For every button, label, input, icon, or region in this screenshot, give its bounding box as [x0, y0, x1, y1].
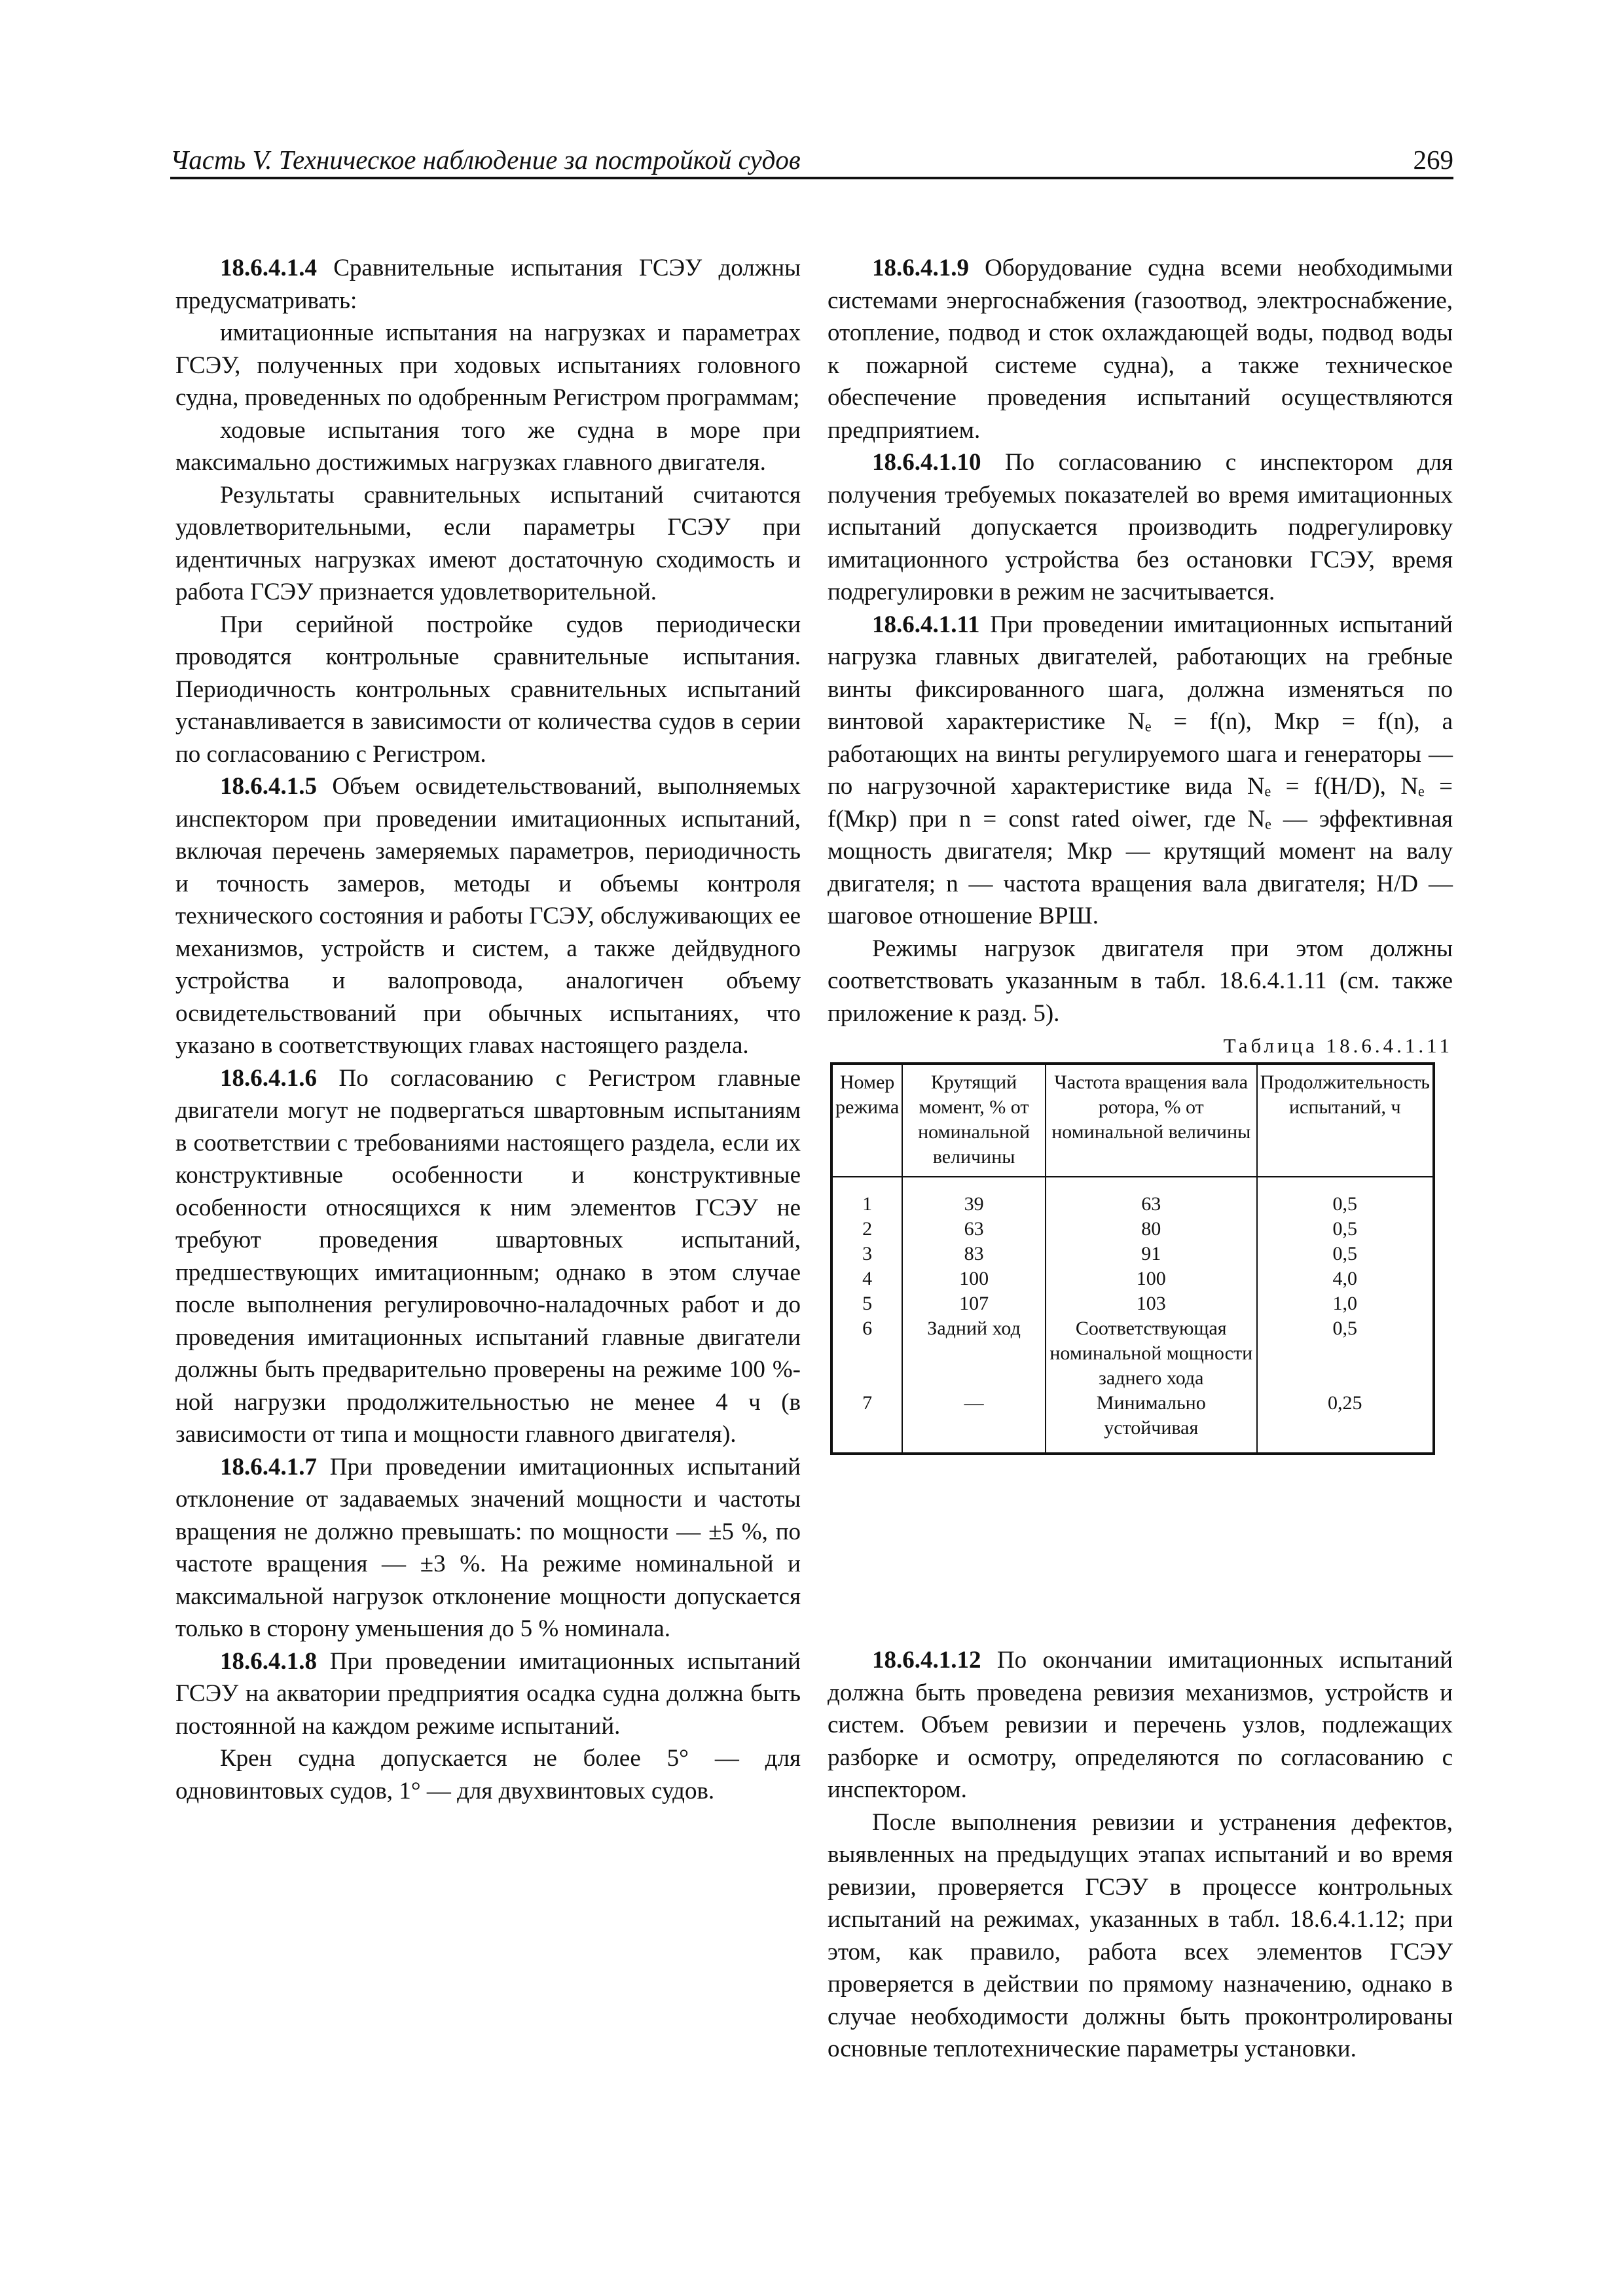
paragraph: ходовые испытания того же судна в море при максимально достижимых нагрузках главного двигателя.	[175, 416, 801, 476]
paragraph: Результаты сравнительных испытаний считаются удовлетворительными, если параметры ГСЭУ при идентичных нагрузках имеют достаточную сходимость и работа ГСЭУ признается удовлетворительной.	[175, 481, 801, 605]
header-duration: Продолжительность испытаний, ч	[1257, 1064, 1434, 1177]
page-number: 269	[1413, 145, 1453, 175]
paragraph: имитационные испытания на нагрузках и параметрах ГСЭУ, полученных при ходовых испытаниях головного судна, проведенных по одобренным Регистром программам;	[175, 319, 801, 411]
clause-number: 18.6.4.1.11	[872, 611, 980, 638]
paragraph: После выполнения ревизии и устранения дефектов, выявленных на предыдущих этапах испытаний и во время ревизии, проверяется ГСЭУ в процессе контрольных испытаний на режимах, указанных в табл. 18.6.4.1.12; при этом, как правило, работа всех элементов ГСЭУ проверяется в действии по прямому назначению, однако в случае необходимости должны быть проконтролированы основные теплотехнические параметры установки.	[828, 1808, 1453, 2062]
paragraph: 18.6.4.1.5 Объем освидетельствований, выполняемых инспектором при проведении имитационных испытаний, включая перечень замеряемых параметров, периодичность и точность замеров, методы и объемы контроля технического состояния и работы ГСЭУ, обслуживающих ее механизмов, устройств и систем, а также дейдвудного устройства и валопровода, аналогичен объему освидетельствований при обычных испытаниях, что указано в соответствующих главах настоящего раздела.	[175, 773, 801, 1059]
page-header	[170, 143, 1453, 179]
paragraph: 18.6.4.1.12 По окончании имитационных испытаний должна быть проведена ревизия механизмов, устройств и систем. Объем ревизии и перечень узлов, подлежащих разборке и осмотру, определяются по согласованию с инспектором.	[828, 1647, 1453, 1803]
table-header-row	[831, 1064, 1434, 1177]
paragraph: 18.6.4.1.9 Оборудование судна всеми необходимыми системами энергоснабжения (газоотвод, электроснабжение, отопление, подвод и сток охлаждающей воды, подвод воды к пожарной системе судна), а также техническое обеспечение проведения испытаний осуществляются предприятием.	[828, 255, 1453, 444]
clause-number: 18.6.4.1.10	[872, 449, 981, 476]
running-title: Часть V. Техническое наблюдение за постройкой судов	[170, 145, 801, 175]
paragraph: 18.6.4.1.11 При проведении имитационных испытаний нагрузка главных двигателей, работающих на гребные винты фиксированного шага, должна изменяться по винтовой характеристике Nₑ = f(n), Mкр = f(n), а работающих на винты регулируемого шага и генераторы — по нагрузочной характеристике вида Nₑ = f(H/D), Nₑ = f(Mкр) при n = const rated oiwer, где Nₑ — эффективная мощность двигателя; Mкр — крутящий момент на валу двигателя; n — частота вращения вала двигателя; H/D — шаговое отношение ВРШ.	[828, 611, 1453, 929]
table-row: 2 63 80 0,5	[831, 1217, 1434, 1242]
table-row: 6 Задний ход Соответствующая номинальной мощности заднего хода 0,5	[831, 1316, 1434, 1391]
header-mode-number: Номер режима	[831, 1064, 902, 1177]
paragraph: 18.6.4.1.7 При проведении имитационных испытаний отклонение от задаваемых значений мощности и частоты вращения не должно превышать: по мощности — ±5 %, по частоте вращения — ±3 %. На режиме номинальной и максимальной нагрузок отклонение мощности допускается только в сторону уменьшения до 5 % номинала.	[175, 1453, 801, 1642]
table-row: 4 100 100 4,0	[831, 1266, 1434, 1291]
clause-number: 18.6.4.1.6	[220, 1064, 317, 1092]
load-modes-table	[830, 1062, 1435, 1455]
paragraph: Крен судна допускается не более 5° — для одновинтовых судов, 1° — для двухвинтовых судов.	[175, 1745, 801, 1804]
paragraph: 18.6.4.1.4 Сравнительные испытания ГСЭУ должны предусматривать:	[175, 255, 801, 314]
paragraph: 18.6.4.1.8 При проведении имитационных испытаний ГСЭУ на акватории предприятия осадка судна должна быть постоянной на каждом режиме испытаний.	[175, 1647, 801, 1740]
left-column	[175, 252, 801, 1807]
clause-number: 18.6.4.1.4	[220, 255, 317, 281]
header-rotation-speed: Частота вращения вала ротора, % от номинальной величины	[1046, 1064, 1257, 1177]
clause-number: 18.6.4.1.7	[220, 1453, 317, 1480]
table-row: 7 — Минимально устойчивая 0,25	[831, 1391, 1434, 1454]
table-caption: Таблица 18.6.4.1.11	[1223, 1034, 1453, 1057]
clause-number: 18.6.4.1.9	[872, 255, 969, 281]
paragraph: 18.6.4.1.10 По согласованию с инспектором для получения требуемых показателей во время имитационных испытаний допускается производить подрегулировку имитационного устройства без остановки ГСЭУ, время подрегулировки в режим не засчитывается.	[828, 449, 1453, 605]
right-column-bottom	[828, 1644, 1453, 2066]
header-rule	[170, 177, 1453, 179]
clause-number: 18.6.4.1.12	[872, 1647, 981, 1674]
table-row: 5 107 103 1,0	[831, 1291, 1434, 1316]
table-row: 3 83 91 0,5	[831, 1242, 1434, 1266]
header-torque: Крутящий момент, % от номинальной величины	[902, 1064, 1046, 1177]
clause-number: 18.6.4.1.8	[220, 1647, 317, 1675]
paragraph: Режимы нагрузок двигателя при этом должны соответствовать указанным в табл. 18.6.4.1.11 (см. также приложение к разд. 5).	[828, 935, 1453, 1027]
clause-number: 18.6.4.1.5	[220, 773, 317, 800]
paragraph: При серийной постройке судов периодически проводятся контрольные сравнительные испытания. Периодичность контрольных сравнительных испытаний устанавливается в зависимости от количества судов в серии по согласованию с Регистром.	[175, 611, 801, 768]
paragraph: 18.6.4.1.6 По согласованию с Регистром главные двигатели могут не подвергаться швартовным испытаниям в соответствии с требованиями настоящего раздела, если их конструктивные особенности и конструктивные особенности относящихся к ним элементов ГСЭУ не требуют проведения швартовных испытаний, предшествующих имитационным; однако в этом случае после выполнения регулировочно-наладочных работ и до проведения имитационных испытаний главные двигатели должны быть предварительно проверены на режиме 100 %-ной нагрузки продолжительностью не менее 4 ч (в зависимости от типа и мощности главного двигателя).	[175, 1064, 801, 1448]
right-column	[828, 252, 1453, 1455]
table-row: 1 39 63 0,5	[831, 1177, 1434, 1217]
